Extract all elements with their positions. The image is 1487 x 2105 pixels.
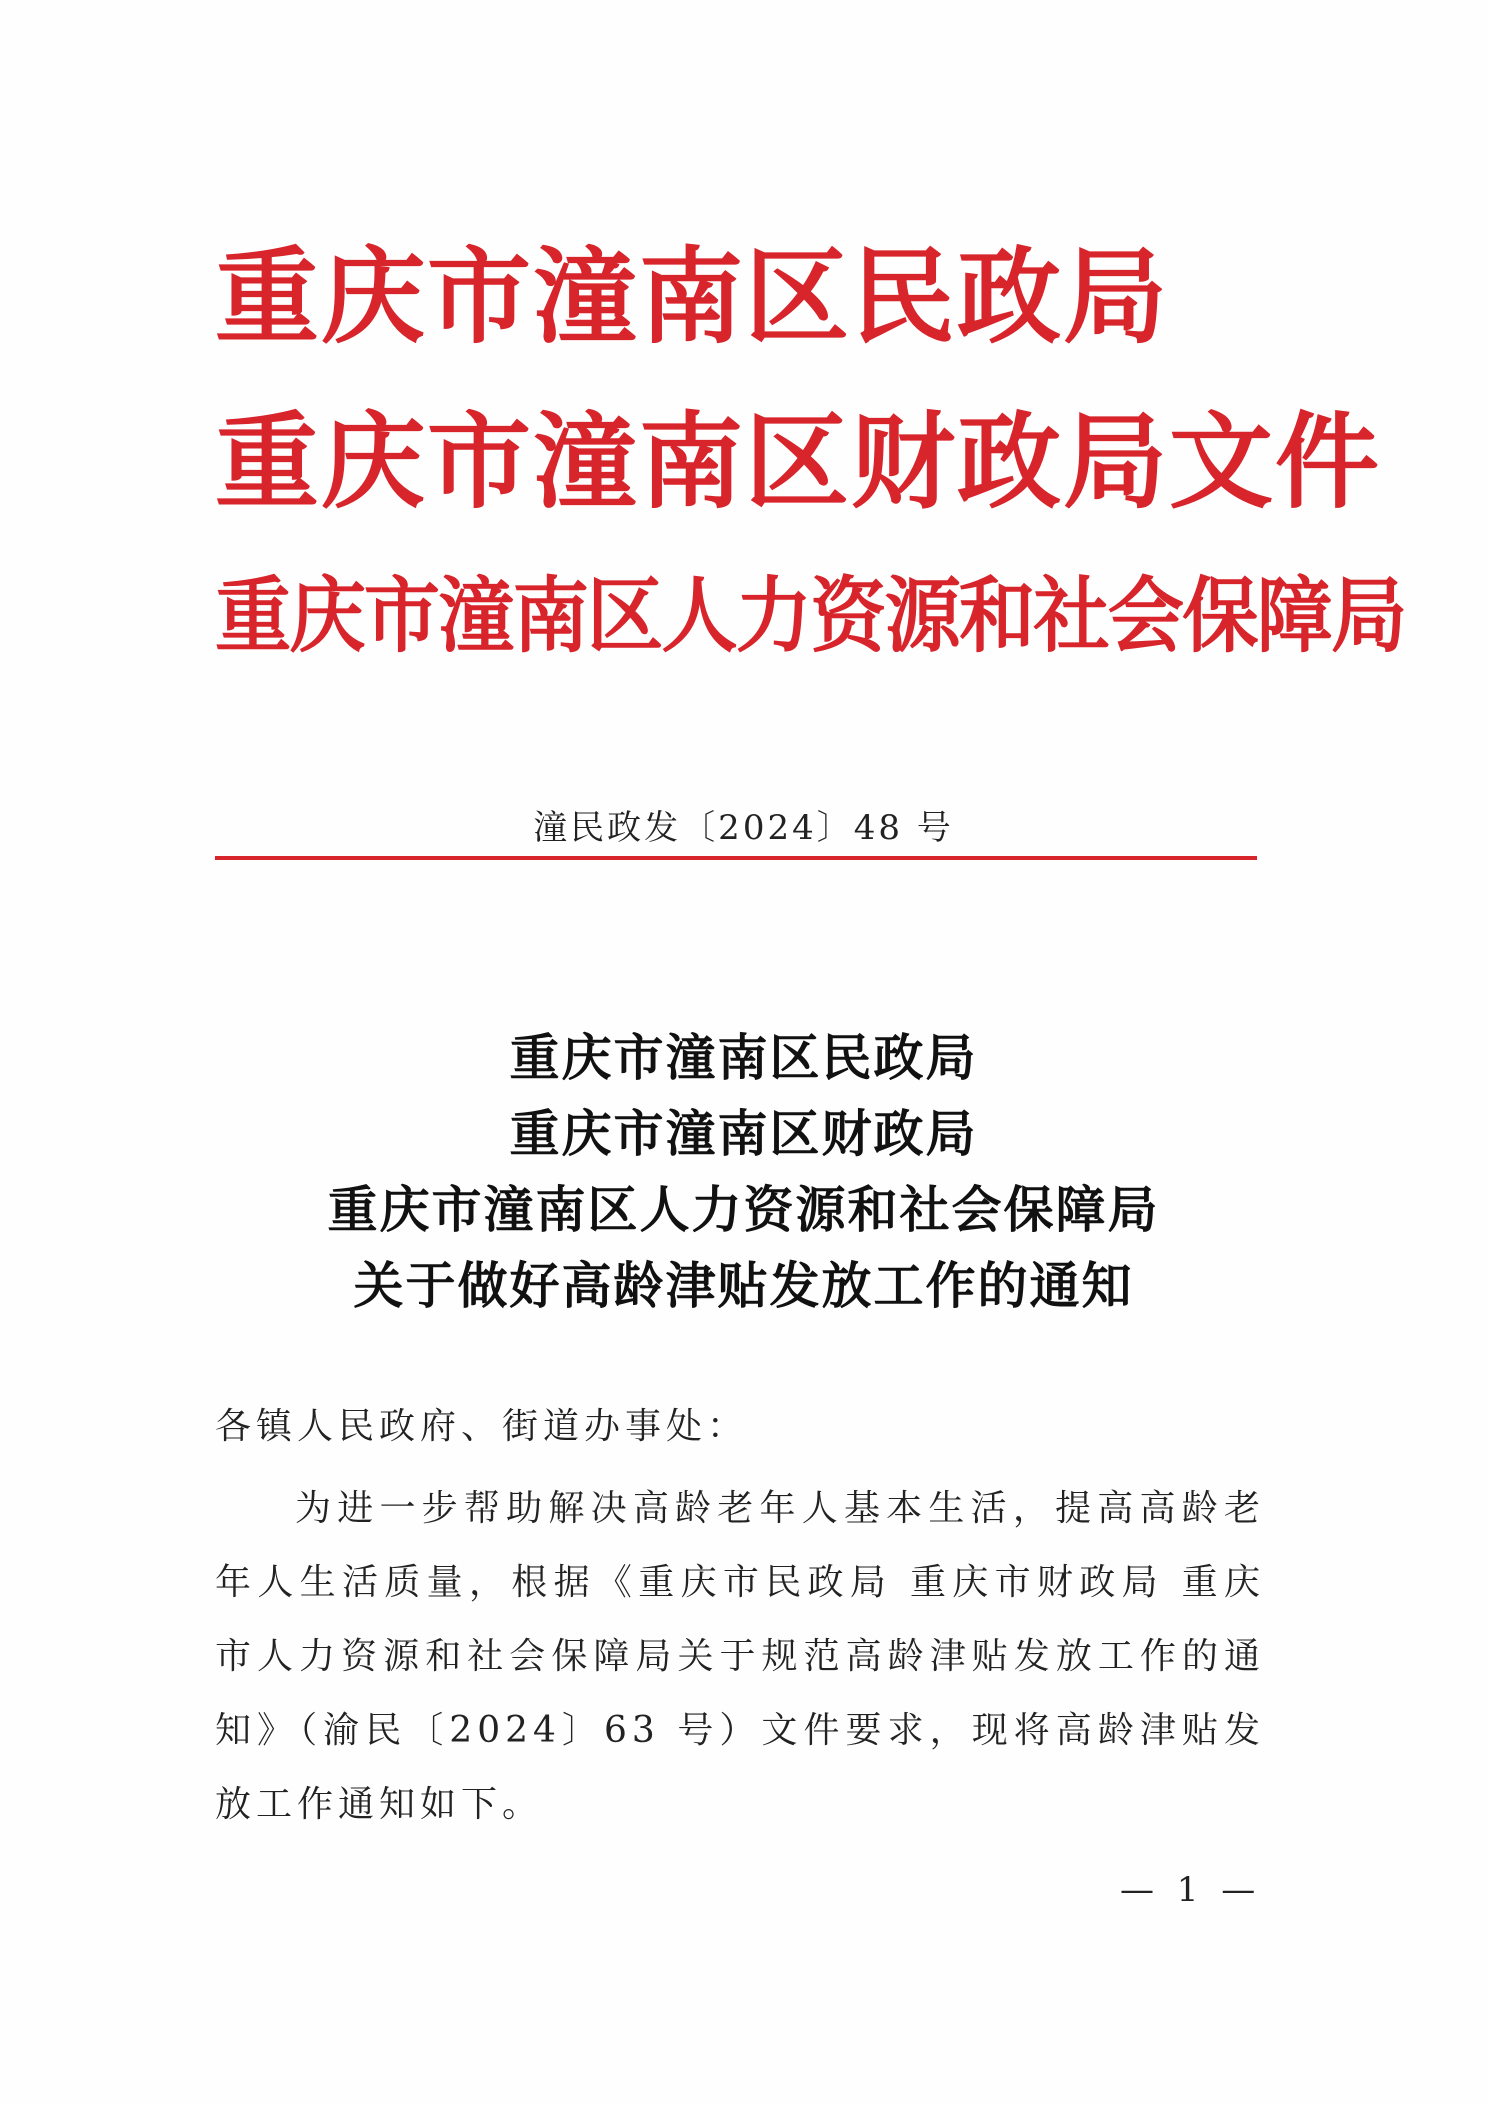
document-number: 潼民政发〔2024〕48 号 xyxy=(533,808,954,848)
notice-title-line1: 重庆市潼南区民政局 xyxy=(509,1028,978,1087)
notice-title-line3: 重庆市潼南区人力资源和社会保障局 xyxy=(327,1180,1160,1239)
header-issuer-civil-affairs: 重庆市潼南区民政局 xyxy=(215,235,1170,358)
header-issuer-hr-social-security: 重庆市潼南区人力资源和社会保障局 xyxy=(215,568,1406,664)
header-issuer-finance: 重庆市潼南区财政局文件 xyxy=(215,400,1382,523)
page-number: — 1 — xyxy=(1120,1870,1262,1910)
body-paragraph: 为进一步帮助解决高龄老年人基本生活，提高高龄老年人生活质量，根据《重庆市民政局 重庆市财政局 重庆市人力资源和社会保障局关于规范高龄津贴发放工作的通知》（渝民〔2024〕63 号）文件要求，现将高龄津贴发放工作通知如下。 xyxy=(215,1488,1265,1825)
notice-title-line4: 关于做好高龄津贴发放工作的通知 xyxy=(353,1256,1134,1315)
red-divider-line xyxy=(215,856,1257,860)
salutation: 各镇人民政府、街道办事处： xyxy=(215,1406,749,1447)
notice-title-line2: 重庆市潼南区财政局 xyxy=(509,1104,978,1163)
